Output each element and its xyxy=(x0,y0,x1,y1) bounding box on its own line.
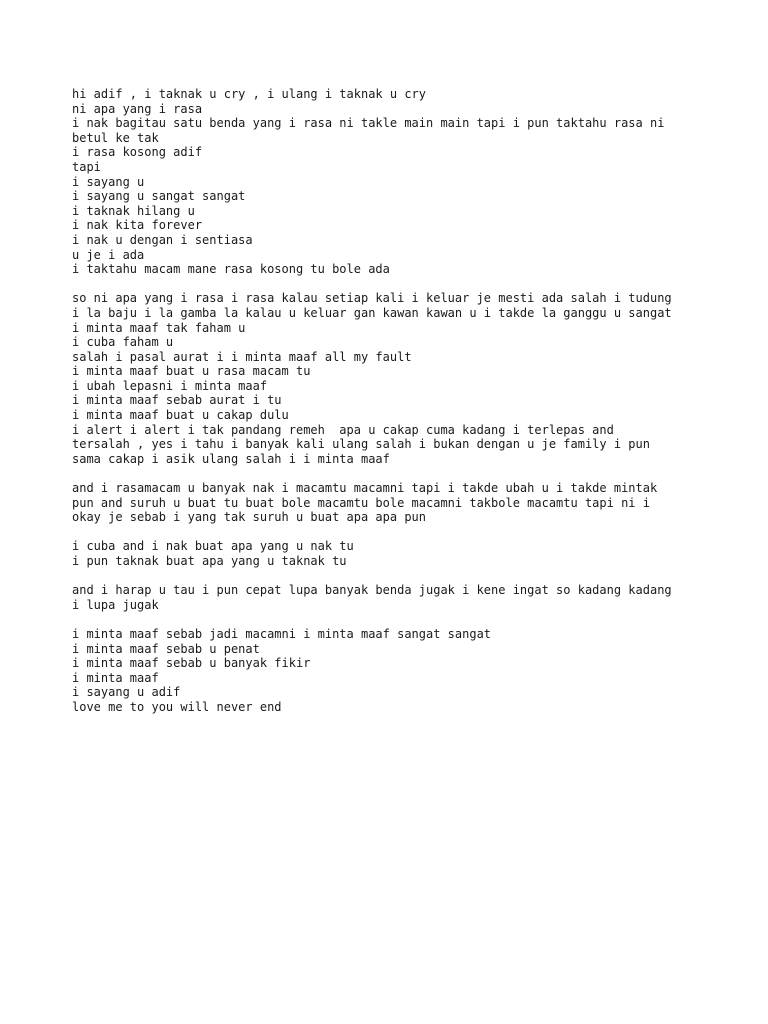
text-line: i sayang u adif xyxy=(72,685,181,700)
text-line: pun and suruh u buat tu buat bole macamtu bole macamni takbole macamtu tapi ni i xyxy=(72,495,650,510)
text-line: salah i pasal aurat i i minta maaf all my fault xyxy=(72,349,412,364)
blank-line xyxy=(72,569,712,584)
text-line: i lupa jugak xyxy=(72,597,159,612)
text-line: i minta maaf sebab u penat xyxy=(72,641,260,656)
text-line: betul ke tak xyxy=(72,130,159,145)
text-line: i minta maaf sebab u banyak fikir xyxy=(72,656,311,671)
text-line: i minta maaf xyxy=(72,670,159,685)
blank-line xyxy=(72,612,712,627)
text-line: i sayang u xyxy=(72,174,145,189)
blank-line xyxy=(72,466,712,481)
text-line: i nak kita forever xyxy=(72,218,203,233)
text-line: i rasa kosong adif xyxy=(72,145,203,160)
text-line: i minta maaf tak faham u xyxy=(72,320,246,335)
text-line: sama cakap i asik ulang salah i i minta maaf xyxy=(72,451,390,466)
text-line: and i rasamacam u banyak nak i macamtu macamni tapi i takde ubah u i takde mintak xyxy=(72,481,658,496)
text-line: i cuba faham u xyxy=(72,335,174,350)
text-line: i minta maaf sebab aurat i tu xyxy=(72,393,282,408)
text-line: love me to you will never end xyxy=(72,699,282,714)
text-line: tapi xyxy=(72,159,101,174)
blank-line xyxy=(72,277,712,292)
text-line: tersalah , yes i tahu i banyak kali ulang salah i bukan dengan u je family i pun xyxy=(72,437,650,452)
text-line: i alert i alert i tak pandang remeh apa u cakap cuma kadang i terlepas and xyxy=(72,422,614,437)
text-line: i minta maaf buat u cakap dulu xyxy=(72,408,289,423)
document-body xyxy=(72,87,712,715)
text-line: i cuba and i nak buat apa yang u nak tu xyxy=(72,539,354,554)
text-line: i taknak hilang u xyxy=(72,203,195,218)
text-line: i ubah lepasni i minta maaf xyxy=(72,378,268,393)
text-line: okay je sebab i yang tak suruh u buat apa apa pun xyxy=(72,510,427,525)
text-line: i taktahu macam mane rasa kosong tu bole ada xyxy=(72,262,390,277)
text-line: i minta maaf sebab jadi macamni i minta maaf sangat sangat xyxy=(72,626,492,641)
text-line: u je i ada xyxy=(72,247,145,262)
text-line: i nak bagitau satu benda yang i rasa ni takle main main tapi i pun taktahu rasa ni xyxy=(72,116,665,131)
text-line: i nak u dengan i sentiasa xyxy=(72,232,253,247)
text-line: i minta maaf buat u rasa macam tu xyxy=(72,364,311,379)
text-line: ni apa yang i rasa xyxy=(72,101,203,116)
text-line: i la baju i la gamba la kalau u keluar gan kawan kawan u i takde la ganggu u sangat xyxy=(72,305,672,320)
blank-line xyxy=(72,525,712,540)
text-line: i pun taknak buat apa yang u taknak tu xyxy=(72,554,347,568)
text-line: and i harap u tau i pun cepat lupa banyak benda jugak i kene ingat so kadang kadang xyxy=(72,583,672,598)
text-line: i sayang u sangat sangat xyxy=(72,189,246,204)
text-line: so ni apa yang i rasa i rasa kalau setiap kali i keluar je mesti ada salah i tudung xyxy=(72,291,672,306)
text-line: hi adif , i taknak u cry , i ulang i taknak u cry xyxy=(72,87,427,101)
